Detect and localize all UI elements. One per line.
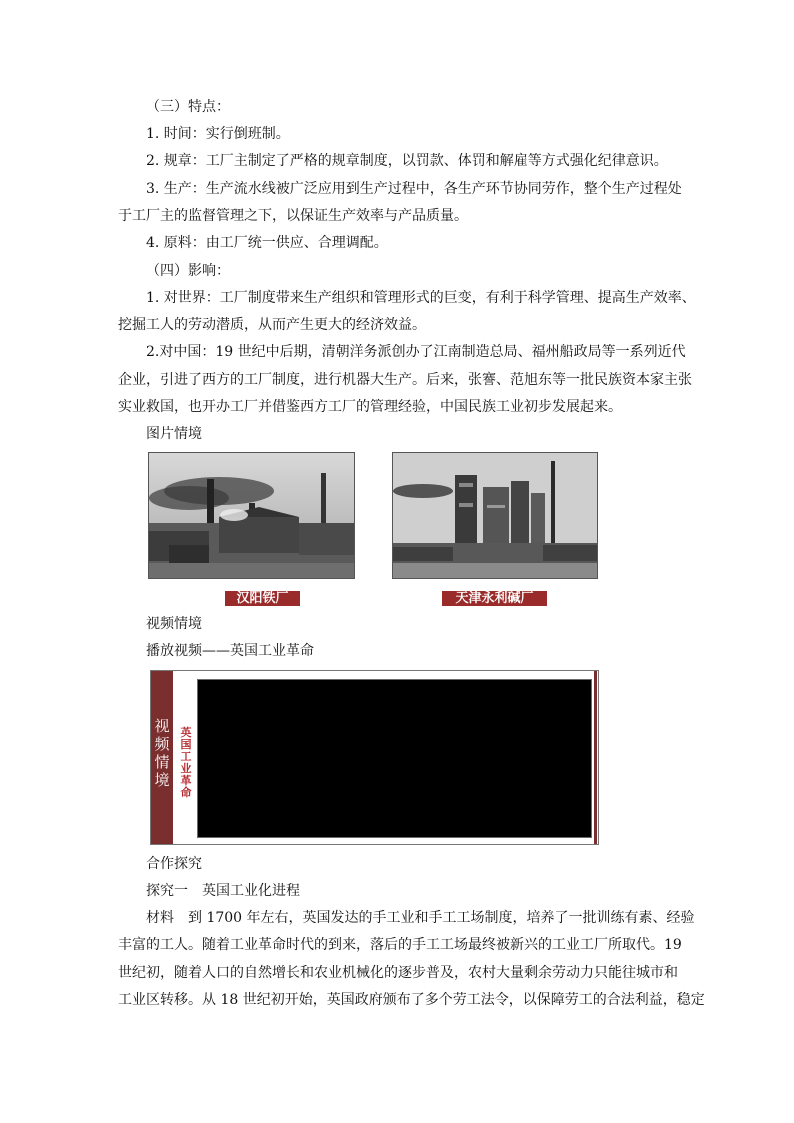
- video-right-rail: [594, 671, 597, 844]
- tianjin-yongli-photo: [392, 452, 598, 579]
- material-line-2: 丰富的工人。随着工业革命时代的到来，落后的手工工场最终被新兴的工业工厂所取代。19: [118, 937, 682, 953]
- impact-china-2: 企业，引进了西方的工厂制度，进行机器大生产。后来，张謇、范旭东等一批民族资本家主张: [118, 372, 692, 388]
- material-line-1: 材料 到 1700 年左右，英国发达的手工业和手工工场制度，培养了一批训练有素、经验: [146, 910, 695, 926]
- video-side-bar: [151, 671, 173, 844]
- characteristics-production-2: 于工厂主的监督管理之下，以保证生产效率与产品质量。: [118, 208, 468, 224]
- impact-china-1: 2.对中国：19 世纪中后期，清朝洋务派创办了江南制造总局、福州船政局等一系列近代: [146, 344, 686, 360]
- inquiry-title: 探究一 英国工业化进程: [146, 883, 300, 899]
- cooperation-heading: 合作探究: [146, 856, 202, 872]
- impact-heading: （四）影响：: [146, 263, 230, 279]
- picture-context-heading: 图片情境: [146, 426, 202, 442]
- material-line-3: 世纪初，随着人口的自然增长和农业机械化的逐步普及，农村大量剩余劳动力只能往城市和: [118, 965, 678, 981]
- material-line-4: 工业区转移。从 18 世纪初开始，英国政府颁布了多个劳工法令，以保障劳工的合法利益，稳定: [118, 992, 705, 1008]
- hanyang-ironworks-caption: 汉阳铁厂: [225, 591, 300, 606]
- impact-world-2: 挖掘工人的劳动潜质，从而产生更大的经济效益。: [118, 317, 426, 333]
- impact-china-3: 实业救国，也开办工厂并借鉴西方工厂的管理经验，中国民族工业初步发展起来。: [118, 399, 622, 415]
- characteristics-production-1: 3. 生产：生产流水线被广泛应用到生产过程中，各生产环节协同劳作，整个生产过程处: [146, 181, 682, 197]
- factory-illustration-right: [393, 453, 597, 578]
- tianjin-yongli-caption: 天津永利碱厂: [442, 591, 547, 606]
- video-screen[interactable]: [197, 679, 592, 838]
- video-play-line: 播放视频——英国工业革命: [146, 643, 314, 659]
- characteristics-time: 1. 时间：实行倒班制。: [146, 126, 290, 142]
- factory-illustration-left: [149, 453, 354, 578]
- impact-world-1: 1. 对世界：工厂制度带来生产组织和管理形式的巨变，有利于科学管理、提高生产效率、: [146, 290, 696, 306]
- video-context-heading: 视频情境: [146, 616, 202, 632]
- video-sub-label: 英国工业革命: [180, 726, 192, 799]
- characteristics-rules: 2. 规章：工厂主制定了严格的规章制度，以罚款、体罚和解雇等方式强化纪律意识。: [146, 153, 668, 169]
- hanyang-ironworks-photo: [148, 452, 355, 579]
- video-player[interactable]: [150, 670, 599, 845]
- video-side-label: 视频情境: [154, 717, 170, 789]
- characteristics-heading: （三）特点：: [146, 99, 230, 115]
- characteristics-materials: 4. 原料：由工厂统一供应、合理调配。: [146, 235, 388, 251]
